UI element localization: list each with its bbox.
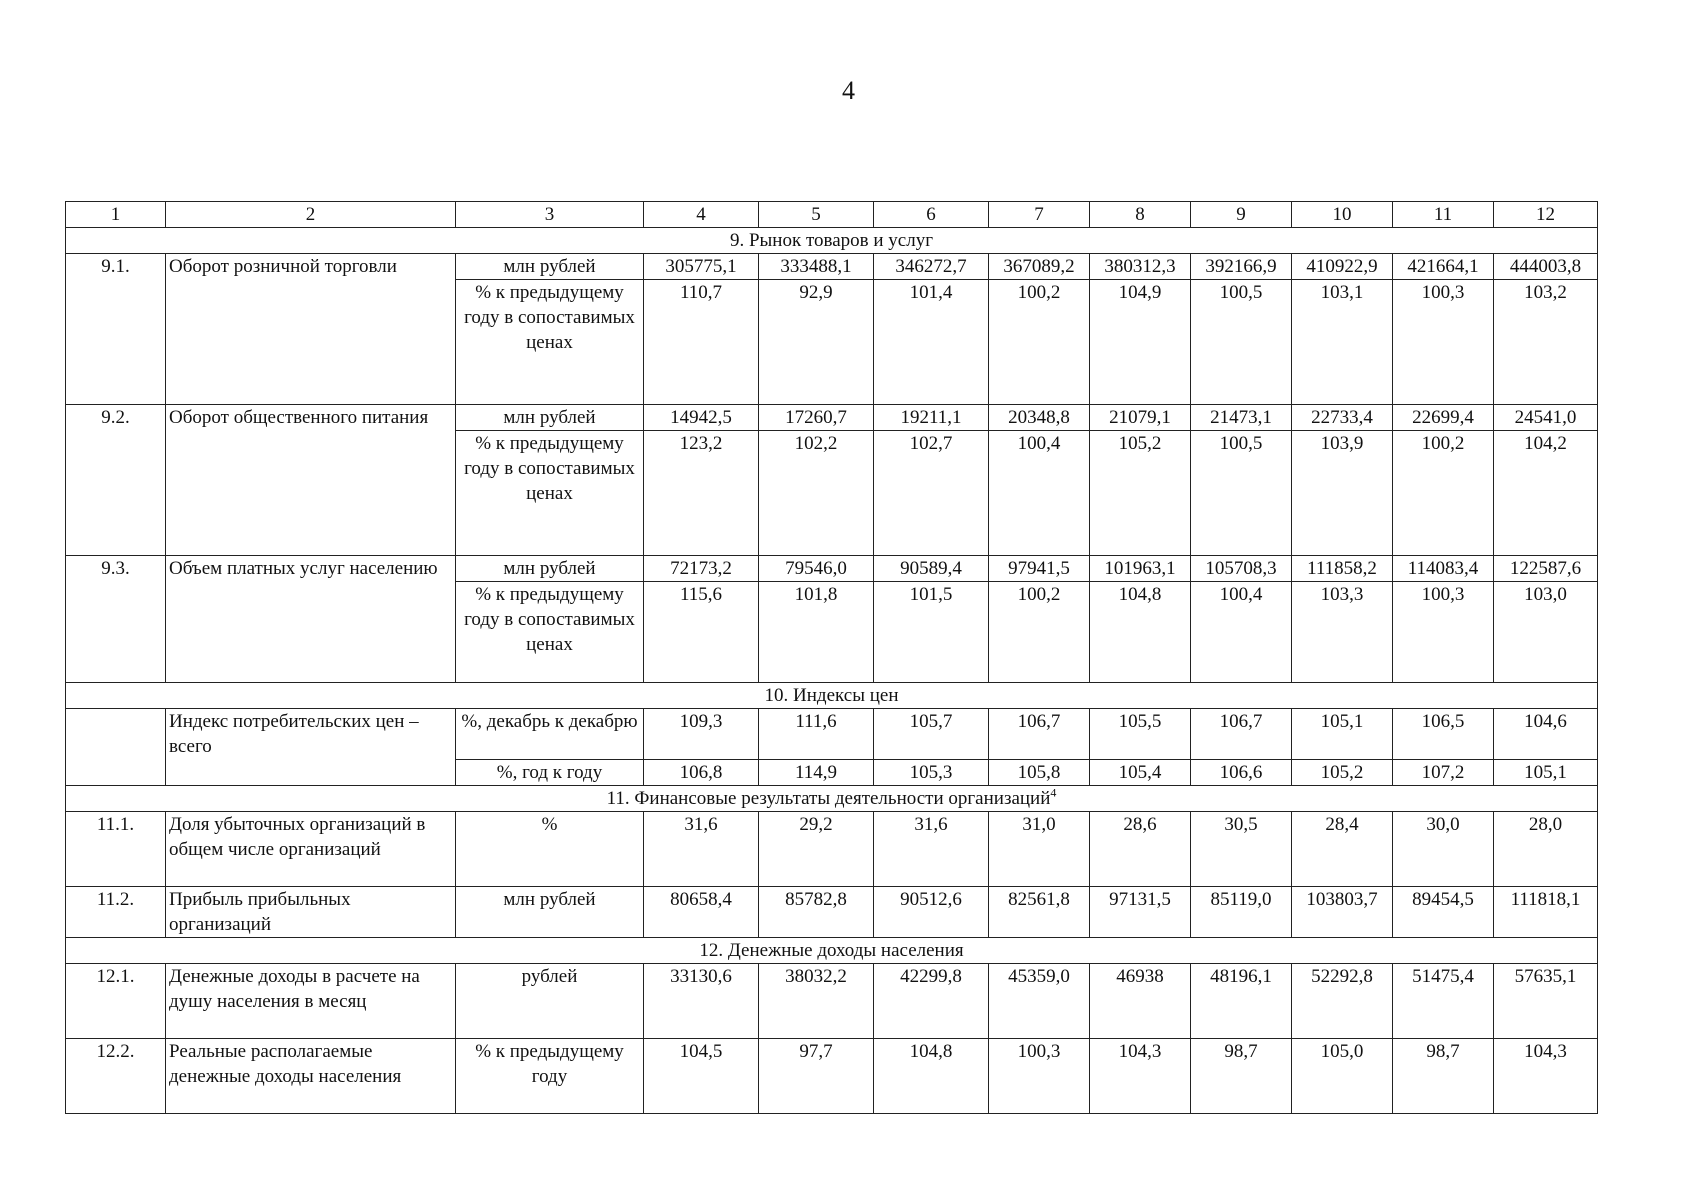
value-cell: 107,2	[1393, 760, 1494, 786]
value-cell: 104,8	[1090, 582, 1191, 683]
value-cell: 109,3	[644, 709, 759, 760]
value-cell: 105,1	[1494, 760, 1598, 786]
value-cell: 111,6	[759, 709, 874, 760]
value-cell: 22733,4	[1292, 405, 1393, 431]
unit-cell: %, год к году	[456, 760, 644, 786]
value-cell: 30,5	[1191, 812, 1292, 887]
column-number-9: 9	[1191, 202, 1292, 228]
value-cell: 92,9	[759, 280, 874, 405]
table-row	[66, 556, 1598, 582]
value-cell: 105,8	[989, 760, 1090, 786]
value-cell: 48196,1	[1191, 964, 1292, 1039]
table-row	[66, 887, 1598, 938]
value-cell: 24541,0	[1494, 405, 1598, 431]
indicator-name: Прибыль прибыльных организаций	[166, 887, 456, 938]
value-cell: 97,7	[759, 1039, 874, 1114]
value-cell: 105708,3	[1191, 556, 1292, 582]
value-cell: 72173,2	[644, 556, 759, 582]
value-cell: 106,7	[989, 709, 1090, 760]
indicator-code: 12.2.	[66, 1039, 166, 1114]
value-cell: 21473,1	[1191, 405, 1292, 431]
value-cell: 31,6	[644, 812, 759, 887]
value-cell: 104,6	[1494, 709, 1598, 760]
value-cell: 45359,0	[989, 964, 1090, 1039]
unit-cell: млн рублей	[456, 405, 644, 431]
indicator-name: Индекс потребительских цен – всего	[166, 709, 456, 786]
section-title-text: 10. Индексы цен	[764, 685, 899, 706]
indicator-name: Объем платных услуг населению	[166, 556, 456, 683]
value-cell: 101,5	[874, 582, 989, 683]
value-cell: 52292,8	[1292, 964, 1393, 1039]
value-cell: 106,6	[1191, 760, 1292, 786]
value-cell: 103,0	[1494, 582, 1598, 683]
value-cell: 38032,2	[759, 964, 874, 1039]
unit-cell: млн рублей	[456, 556, 644, 582]
value-cell: 105,2	[1292, 760, 1393, 786]
value-cell: 104,3	[1494, 1039, 1598, 1114]
section-title-text: 11. Финансовые результаты деятельности организаций	[606, 788, 1051, 809]
value-cell: 103,3	[1292, 582, 1393, 683]
section-title	[66, 228, 1598, 254]
value-cell: 42299,8	[874, 964, 989, 1039]
section-title-text: 9. Рынок товаров и услуг	[729, 230, 934, 251]
indicator-code: 9.1.	[66, 254, 166, 405]
value-cell: 105,2	[1090, 431, 1191, 556]
value-cell: 104,9	[1090, 280, 1191, 405]
indicator-name: Оборот общественного питания	[166, 405, 456, 556]
column-number-row	[66, 202, 1598, 228]
value-cell: 105,4	[1090, 760, 1191, 786]
value-cell: 85782,8	[759, 887, 874, 938]
value-cell: 104,3	[1090, 1039, 1191, 1114]
indicator-name: Реальные располагаемые денежные доходы населения	[166, 1039, 456, 1114]
value-cell: 90512,6	[874, 887, 989, 938]
value-cell: 103,2	[1494, 280, 1598, 405]
value-cell: 20348,8	[989, 405, 1090, 431]
value-cell: 106,5	[1393, 709, 1494, 760]
value-cell: 111858,2	[1292, 556, 1393, 582]
value-cell: 89454,5	[1393, 887, 1494, 938]
value-cell: 17260,7	[759, 405, 874, 431]
value-cell: 100,3	[1393, 280, 1494, 405]
value-cell: 111818,1	[1494, 887, 1598, 938]
value-cell: 100,2	[989, 582, 1090, 683]
value-cell: 104,2	[1494, 431, 1598, 556]
value-cell: 97131,5	[1090, 887, 1191, 938]
unit-cell: % к предыдущему году в сопоставимых ценах	[456, 280, 644, 405]
value-cell: 106,8	[644, 760, 759, 786]
column-number-12: 12	[1494, 202, 1598, 228]
value-cell: 305775,1	[644, 254, 759, 280]
section-row	[66, 786, 1598, 812]
column-number-2: 2	[166, 202, 456, 228]
value-cell: 100,4	[1191, 582, 1292, 683]
value-cell: 100,4	[989, 431, 1090, 556]
value-cell: 104,5	[644, 1039, 759, 1114]
indicator-code: 9.2.	[66, 405, 166, 556]
indicator-code: 9.3.	[66, 556, 166, 683]
value-cell: 103,1	[1292, 280, 1393, 405]
value-cell: 114083,4	[1393, 556, 1494, 582]
value-cell: 104,8	[874, 1039, 989, 1114]
section-row	[66, 228, 1598, 254]
column-number-6: 6	[874, 202, 989, 228]
table-body	[66, 202, 1598, 1114]
value-cell: 105,7	[874, 709, 989, 760]
value-cell: 51475,4	[1393, 964, 1494, 1039]
value-cell: 105,1	[1292, 709, 1393, 760]
section-title	[66, 683, 1598, 709]
indicator-name: Денежные доходы в расчете на душу населения в месяц	[166, 964, 456, 1039]
value-cell: 367089,2	[989, 254, 1090, 280]
indicator-code: 11.2.	[66, 887, 166, 938]
unit-cell: млн рублей	[456, 887, 644, 938]
table-row	[66, 709, 1598, 760]
column-number-1: 1	[66, 202, 166, 228]
value-cell: 46938	[1090, 964, 1191, 1039]
value-cell: 57635,1	[1494, 964, 1598, 1039]
value-cell: 33130,6	[644, 964, 759, 1039]
value-cell: 98,7	[1393, 1039, 1494, 1114]
value-cell: 106,7	[1191, 709, 1292, 760]
value-cell: 444003,8	[1494, 254, 1598, 280]
value-cell: 380312,3	[1090, 254, 1191, 280]
indicator-name: Доля убыточных организаций в общем числе организаций	[166, 812, 456, 887]
value-cell: 100,5	[1191, 280, 1292, 405]
value-cell: 85119,0	[1191, 887, 1292, 938]
value-cell: 100,2	[989, 280, 1090, 405]
value-cell: 333488,1	[759, 254, 874, 280]
unit-cell: % к предыдущему году в сопоставимых ценах	[456, 582, 644, 683]
section-title-text: 12. Денежные доходы населения	[699, 940, 964, 961]
unit-cell: % к предыдущему году	[456, 1039, 644, 1114]
section-row	[66, 938, 1598, 964]
value-cell: 82561,8	[989, 887, 1090, 938]
unit-cell: %, декабрь к декабрю	[456, 709, 644, 760]
value-cell: 100,2	[1393, 431, 1494, 556]
value-cell: 31,0	[989, 812, 1090, 887]
value-cell: 14942,5	[644, 405, 759, 431]
value-cell: 421664,1	[1393, 254, 1494, 280]
value-cell: 103803,7	[1292, 887, 1393, 938]
value-cell: 105,5	[1090, 709, 1191, 760]
value-cell: 105,3	[874, 760, 989, 786]
table-row	[66, 1039, 1598, 1114]
page-number: 4	[842, 76, 855, 105]
column-number-11: 11	[1393, 202, 1494, 228]
value-cell: 101,8	[759, 582, 874, 683]
indicator-code	[66, 709, 166, 786]
section-title	[66, 786, 1598, 812]
value-cell: 101,4	[874, 280, 989, 405]
value-cell: 105,0	[1292, 1039, 1393, 1114]
value-cell: 410922,9	[1292, 254, 1393, 280]
table-row	[66, 964, 1598, 1039]
value-cell: 30,0	[1393, 812, 1494, 887]
value-cell: 28,0	[1494, 812, 1598, 887]
unit-cell: % к предыдущему году в сопоставимых ценах	[456, 431, 644, 556]
value-cell: 28,4	[1292, 812, 1393, 887]
unit-cell: млн рублей	[456, 254, 644, 280]
value-cell: 110,7	[644, 280, 759, 405]
value-cell: 97941,5	[989, 556, 1090, 582]
value-cell: 114,9	[759, 760, 874, 786]
value-cell: 100,3	[1393, 582, 1494, 683]
column-number-5: 5	[759, 202, 874, 228]
value-cell: 31,6	[874, 812, 989, 887]
value-cell: 29,2	[759, 812, 874, 887]
value-cell: 101963,1	[1090, 556, 1191, 582]
table-row	[66, 405, 1598, 431]
value-cell: 19211,1	[874, 405, 989, 431]
value-cell: 123,2	[644, 431, 759, 556]
indicators-table	[65, 201, 1598, 1114]
indicator-code: 12.1.	[66, 964, 166, 1039]
section-row	[66, 683, 1598, 709]
table-row	[66, 812, 1598, 887]
column-number-8: 8	[1090, 202, 1191, 228]
value-cell: 102,7	[874, 431, 989, 556]
value-cell: 122587,6	[1494, 556, 1598, 582]
value-cell: 102,2	[759, 431, 874, 556]
value-cell: 392166,9	[1191, 254, 1292, 280]
column-number-4: 4	[644, 202, 759, 228]
footnote-marker: 4	[1050, 785, 1057, 800]
value-cell: 98,7	[1191, 1039, 1292, 1114]
unit-cell: рублей	[456, 964, 644, 1039]
unit-cell: %	[456, 812, 644, 887]
value-cell: 80658,4	[644, 887, 759, 938]
value-cell: 103,9	[1292, 431, 1393, 556]
value-cell: 79546,0	[759, 556, 874, 582]
value-cell: 28,6	[1090, 812, 1191, 887]
table-row	[66, 254, 1598, 280]
value-cell: 346272,7	[874, 254, 989, 280]
indicator-code: 11.1.	[66, 812, 166, 887]
section-title	[66, 938, 1598, 964]
value-cell: 22699,4	[1393, 405, 1494, 431]
column-number-10: 10	[1292, 202, 1393, 228]
value-cell: 100,3	[989, 1039, 1090, 1114]
value-cell: 115,6	[644, 582, 759, 683]
indicator-name: Оборот розничной торговли	[166, 254, 456, 405]
value-cell: 100,5	[1191, 431, 1292, 556]
value-cell: 90589,4	[874, 556, 989, 582]
column-number-7: 7	[989, 202, 1090, 228]
value-cell: 21079,1	[1090, 405, 1191, 431]
column-number-3: 3	[456, 202, 644, 228]
